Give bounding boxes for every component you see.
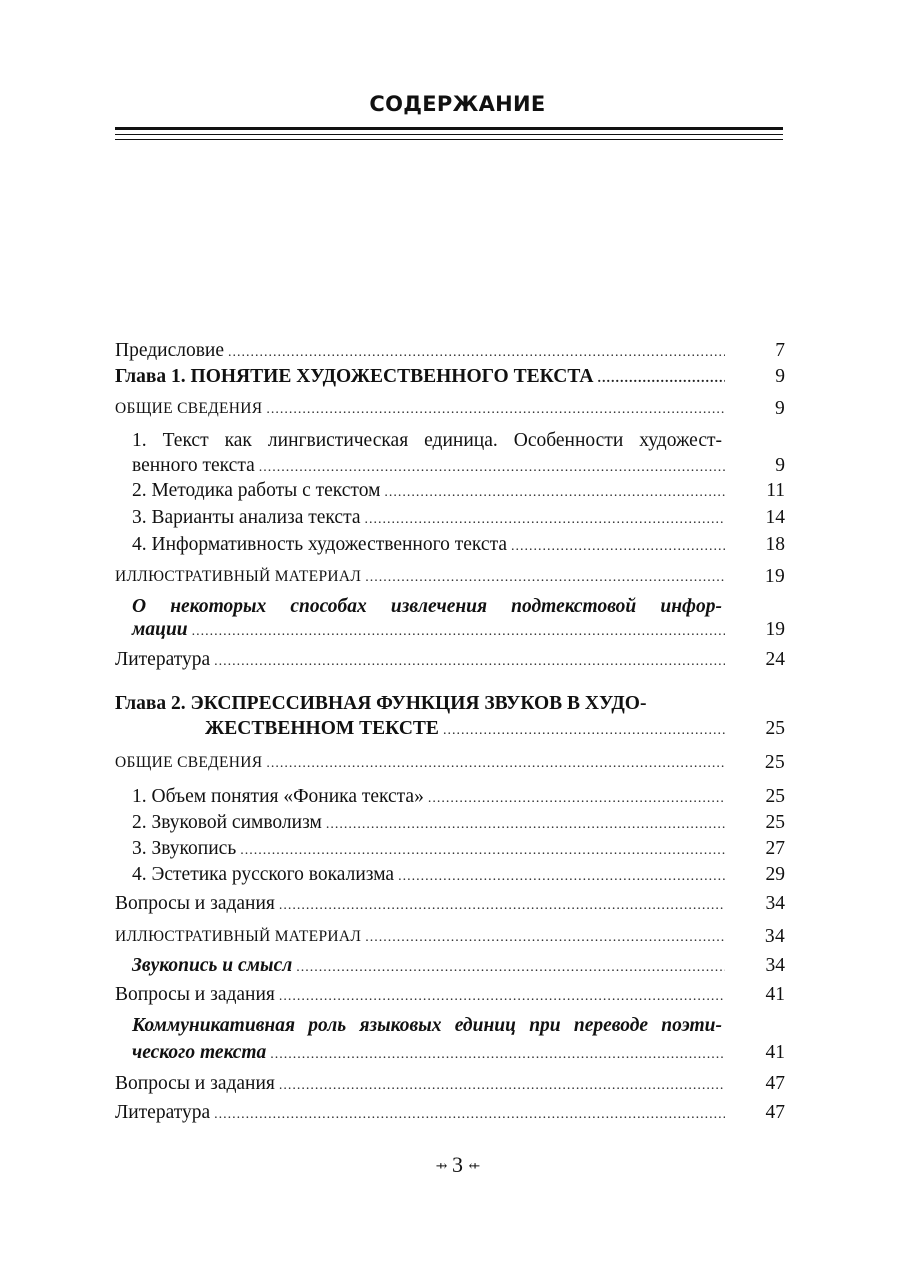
toc-entry-page: 7: [775, 340, 785, 361]
toc-entry: [115, 836, 785, 862]
toc-entry-page: 9: [774, 398, 785, 419]
toc-entry-page: 41: [765, 984, 785, 1005]
toc-entry-text: Вопросы и задания: [115, 1073, 275, 1094]
toc-entry-text: 2. Звуковой символизм: [132, 812, 322, 833]
toc-entry: [115, 505, 785, 531]
toc-entry-text: Звукопись и смысл: [132, 955, 293, 976]
toc-entry-text: ИЛЛЮСТРАТИВНЫЙ МАТЕРИАЛ: [115, 568, 362, 585]
toc-entry-line1: 1. Текст как лингвистическая единица. Особенности художест-: [132, 430, 722, 451]
toc-entry: [115, 617, 785, 643]
toc-section: [115, 924, 785, 950]
toc-entry-text: мации: [132, 619, 188, 640]
toc-entry: [115, 478, 785, 504]
toc-entry-page: 47: [765, 1073, 785, 1094]
toc-entry-page: 18: [765, 534, 785, 555]
toc-entry: [115, 453, 785, 479]
toc-entry-text: ОБЩИЕ СВЕДЕНИЯ: [115, 400, 263, 417]
toc-entry-text: ЖЕСТВЕННОМ ТЕКСТЕ: [205, 718, 439, 739]
toc-entry-page: 24: [765, 649, 785, 670]
toc-entry: [115, 862, 785, 888]
toc-entry-page: 19: [764, 566, 785, 587]
toc-chapter-line1: Глава 2. ЭКСПРЕССИВНАЯ ФУНКЦИЯ ЗВУКОВ В ХУДО-: [115, 693, 647, 714]
toc-entry: [115, 338, 785, 364]
toc-entry-page: 34: [765, 893, 785, 914]
toc-entry-text: ческого текста: [132, 1042, 267, 1063]
toc-entry-line1: Коммуникативная роль языковых единиц при переводе поэти-: [132, 1015, 722, 1036]
toc-entry-text: ИЛЛЮСТРАТИВНЫЙ МАТЕРИАЛ: [115, 928, 362, 945]
toc-entry-text: ОБЩИЕ СВЕДЕНИЯ: [115, 754, 263, 771]
toc-entry-page: 34: [764, 926, 785, 947]
toc-entry-text: 4. Эстетика русского вокализма: [132, 864, 395, 885]
toc-entry-page: 27: [765, 838, 785, 859]
toc-entry-text: Глава 1. ПОНЯТИЕ ХУДОЖЕСТВЕННОГО ТЕКСТА: [115, 366, 594, 387]
toc-entry-text: 2. Методика работы с текстом: [132, 480, 381, 501]
toc-section: [115, 396, 785, 422]
toc-entry-page: 25: [765, 812, 785, 833]
toc-entry-page: 25: [765, 718, 785, 739]
toc-entry-text: венного текста: [132, 455, 255, 476]
toc-entry: [115, 953, 785, 979]
toc-entry-page: 19: [765, 619, 785, 640]
toc-entry-page: 34: [765, 955, 785, 976]
toc-entry-page: 9: [775, 455, 785, 476]
toc-entry-page: 41: [765, 1042, 785, 1063]
toc-section: [115, 750, 785, 776]
toc-entry: [115, 647, 785, 673]
page-number-value: 3: [452, 1152, 463, 1177]
title-rule-thin-2: [115, 139, 783, 140]
toc-entry-text: 3. Звукопись: [132, 838, 237, 859]
title-rule-thick: [115, 127, 783, 130]
toc-entry-page: 9: [775, 366, 785, 387]
folio-ornament-left-icon: ⇸: [435, 1159, 447, 1175]
toc-entry-text: 3. Варианты анализа текста: [132, 507, 361, 528]
toc-entry-page: 25: [765, 786, 785, 807]
toc-entry: [115, 532, 785, 558]
toc-entry-text: Вопросы и задания: [115, 984, 275, 1005]
toc-entry-page: 11: [766, 480, 785, 501]
toc-entry-page: 14: [765, 507, 785, 528]
toc-entry-text: 1. Объем понятия «Фоника текста»: [132, 786, 424, 807]
page-title: СОДЕРЖАНИЕ: [369, 92, 546, 116]
toc-entry: [115, 982, 785, 1008]
toc-chapter-heading: [115, 716, 785, 742]
toc-entry: [115, 1040, 785, 1066]
toc-entry-text: Предисловие: [115, 340, 225, 361]
toc-entry-text: Вопросы и задания: [115, 893, 275, 914]
toc-section: [115, 564, 785, 590]
toc-entry-text: 4. Информативность художественного текста: [132, 534, 507, 555]
toc-entry-page: 29: [765, 864, 785, 885]
page-number: [0, 1152, 915, 1178]
toc-entry: [115, 784, 785, 810]
toc-entry-text: Литература: [115, 649, 211, 670]
toc-entry: [115, 891, 785, 917]
toc-entry: [115, 810, 785, 836]
toc-entry-page: 47: [765, 1102, 785, 1123]
toc-entry: [115, 1100, 785, 1126]
folio-ornament-right-icon: ⇷: [468, 1159, 480, 1175]
toc-entry: [115, 1071, 785, 1097]
toc-entry-line1: О некоторых способах извлечения подтекстовой инфор-: [132, 596, 722, 617]
toc-entry-page: 25: [764, 752, 785, 773]
toc-entry-text: Литература: [115, 1102, 211, 1123]
title-rule-thin: [115, 134, 783, 135]
toc-chapter-heading: [115, 364, 785, 390]
